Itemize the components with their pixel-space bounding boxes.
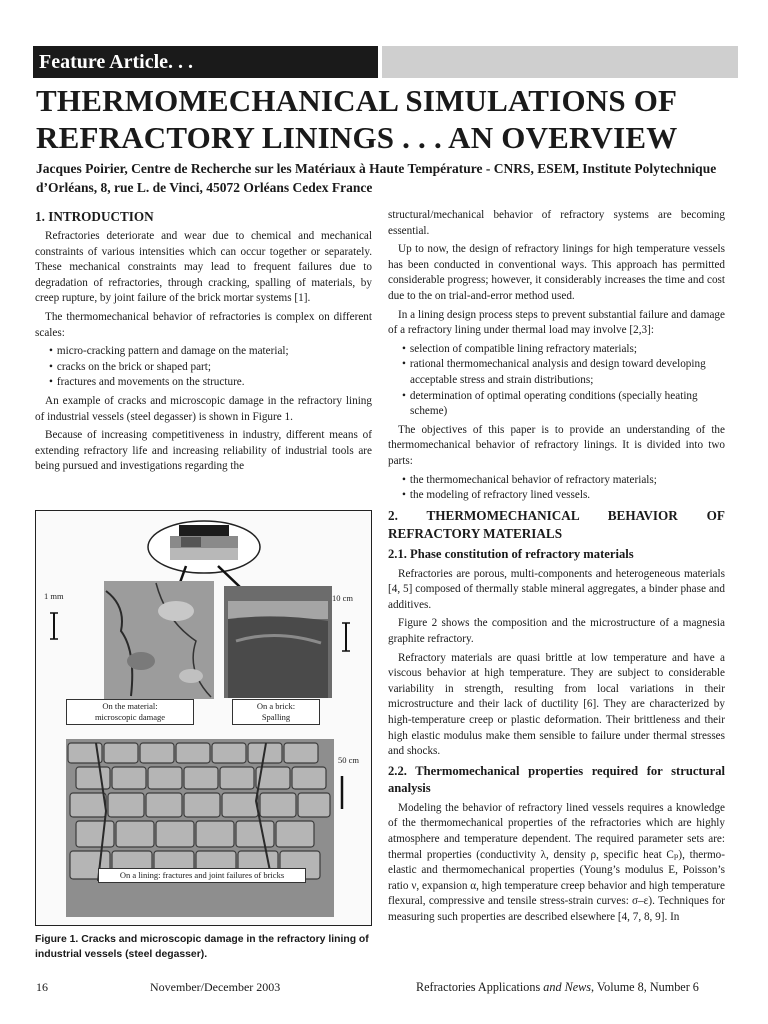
grain (158, 601, 194, 621)
brick-body (228, 616, 328, 698)
scales-list (35, 344, 372, 391)
paper-parts-list (388, 473, 725, 504)
list-item: • rational thermomechanical analysis and design toward developing acceptable stress and strain distributions; (388, 357, 725, 388)
list-item: • micro-cracking pattern and damage on the material; (35, 344, 372, 360)
subsection-heading-phase-constitution: 2.1. Phase constitution of refractory materials (388, 546, 634, 561)
subsection-heading-properties: 2.2. Thermomechanical properties required for structural analysis (388, 763, 725, 795)
list-item: • fractures and movements on the structure. (35, 375, 372, 391)
scale-label-10cm: 10 cm (332, 593, 354, 603)
figure-1-caption: Figure 1. Cracks and microscopic damage in the refractory lining of industrial vessels (steel degasser). (35, 934, 369, 960)
paragraph: structural/mechanical behavior of refractory systems are becoming essential. (388, 209, 725, 237)
section-heading-introduction: 1. INTRODUCTION (35, 209, 154, 224)
list-item: • selection of compatible lining refractory materials; (388, 342, 725, 358)
scale-label-1mm: 1 mm (44, 591, 64, 601)
paragraph: Modeling the behavior of refractory lined vessels requires a knowledge of the thermomechanical properties of the refractories which are highly atmosphere and temperature dependent. The required parameter sets are: thermal properties (conductivity λ, density ρ, specific heat Cₚ), thermo-elastic and thermomechanical properties (Young’s modulus E, Poisson’s ratio ν, expansion α, high temperature creep behavior and high temperature flexural, compressive and tensile stress-strain curves: σ–ε). Techniques for measuring such properties are described elsewhere [4, 7, 8, 9]. In (388, 801, 725, 923)
journal-citation (416, 980, 699, 995)
label-brick-spalling: On a brick: Spalling (232, 699, 320, 725)
list-item: • determination of optimal operating conditions (specially heating scheme) (388, 389, 725, 420)
design-steps-list (388, 342, 725, 420)
figure-1 (35, 510, 372, 926)
lining-layer-dark (179, 525, 229, 536)
lining-layer-block (181, 537, 201, 547)
paragraph: The thermomechanical behavior of refractories is complex on different scales: (35, 310, 372, 339)
grain (179, 669, 203, 683)
paragraph: Because of increasing competitiveness in industry, different means of extending refractory life and increasing reliability of industrial tools are being pursued and investigations regarding the (35, 429, 372, 473)
section-heading-thermomechanical-behavior: 2. THERMOMECHANICAL BEHAVIOR OF REFRACTORY MATERIALS (388, 507, 725, 541)
scale-label-50cm: 50 cm (338, 755, 360, 765)
article-title: THERMOMECHANICAL SIMULATIONS OF REFRACTORY LININGS . . . AN OVERVIEW (36, 83, 678, 155)
lining-layer-light (170, 548, 238, 560)
list-item: • the modeling of refractory lined vessels. (388, 488, 725, 504)
label-material-damage: On the material: microscopic damage (66, 699, 194, 725)
paragraph: The objectives of this paper is to provide an understanding of the thermomechanical behavior of refractory linings. It is divided into two parts: (388, 423, 725, 467)
paragraph: Figure 2 shows the composition and the microstructure of a magnesia graphite refractory. (388, 617, 725, 646)
page-number: 16 (36, 980, 48, 994)
journal-name-italic: and News (543, 980, 592, 994)
journal-name: Refractories Applications (416, 980, 544, 994)
grain (127, 652, 155, 670)
paragraph: In a lining design process steps to prevent substantial failure and damage of a refractory lining under thermal load may involve [2,3]: (388, 308, 725, 337)
lining-layer-mid (170, 536, 238, 548)
banner-gray-band (382, 46, 738, 78)
feature-article-label: Feature Article. . . (39, 51, 194, 73)
paragraph: Refractory materials are quasi brittle at low temperature and have a viscous behavior at high temperature. They are subject to considerable variability in strength, resulting from local variations in their microstructure and their lack of ductility [6]. They are characterized by high-temperature creep or plastic deformation. Their brittleness and their high elastic modulus make them sensible to failure under thermal stresses and shocks. (388, 651, 725, 758)
author-affiliation: Jacques Poirier, Centre de Recherche sur les Matériaux à Haute Température - CNRS, ESEM, Institute Polytechnique d’Orléans, 8, rue L. de Vinci, 45072 Orléans Cedex France (36, 161, 717, 195)
list-item: • cracks on the brick or shaped part; (35, 360, 372, 376)
right-column (388, 208, 725, 929)
paragraph: An example of cracks and microscopic damage in the refractory lining of industrial vessels (steel degasser) is shown in Figure 1. (35, 394, 372, 423)
left-column (35, 208, 372, 478)
journal-volume: , Volume 8, Number 6 (591, 980, 699, 994)
paragraph: Up to now, the design of refractory linings for high temperature vessels has been conducted in conventional ways. This approach has permitted considerable progress; however, it considerably increases the time and cost due to the on trial-and-error method used. (388, 243, 725, 302)
paragraph: Refractories are porous, multi-components and heterogeneous materials [4, 5] composed of thermally stable mineral aggregates, a binder phase and additives. (388, 567, 725, 611)
list-item: • the thermomechanical behavior of refractory materials; (388, 473, 725, 489)
feature-article-banner (33, 46, 378, 78)
brick-top (228, 601, 328, 619)
paragraph: Refractories deteriorate and wear due to chemical and mechanical constraints of various intensities which can occur together or separately. These mechanical constraints may lead to frequent failures due to degradation of refractories, through cracking, spalling of materials, by creep rupture, by joint failure of the brick mortar systems [1]. (35, 230, 372, 305)
label-lining-fractures: On a lining: fractures and joint failures of bricks (98, 868, 306, 883)
issue-date: November/December 2003 (150, 980, 281, 994)
